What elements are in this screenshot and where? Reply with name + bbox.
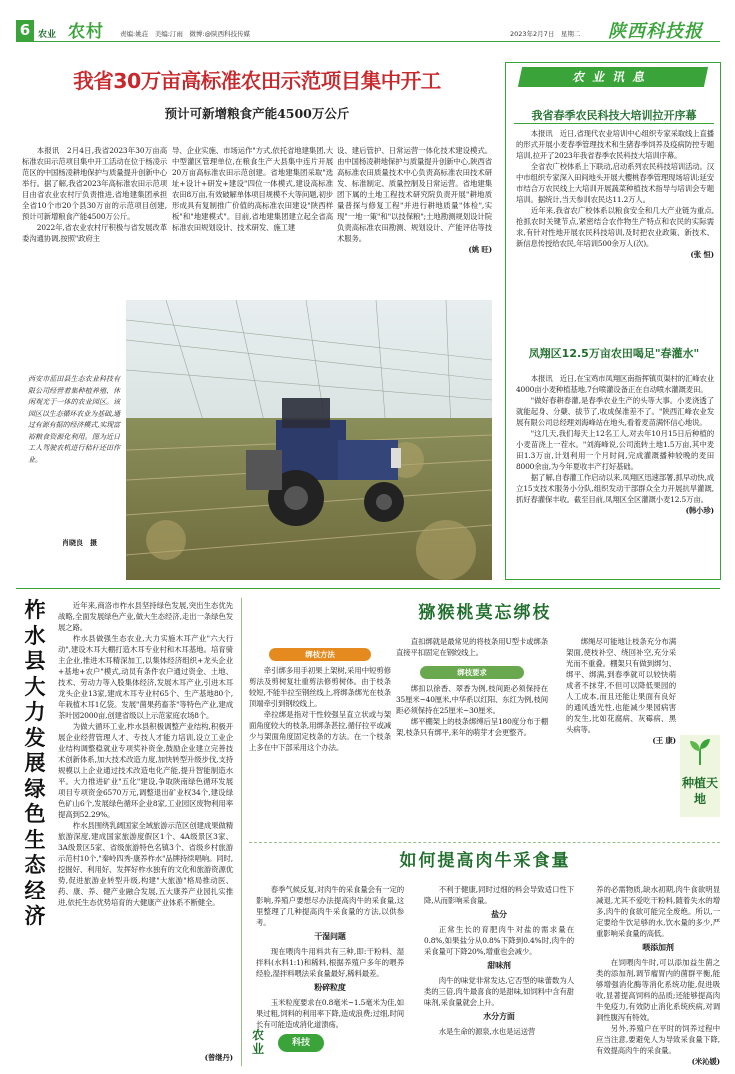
- beef-side-badge: [252, 1026, 340, 1068]
- farm-photo: [126, 300, 492, 580]
- beef-paragraph: 玉米粒度要求在0.8毫米~1.5毫米为佳,如果过粗,饲料的利用率下降,造成浪费;过细,时间长有可能造成消化道溃疡。: [256, 998, 404, 1029]
- zhashui-paragraph: 为做大循环工业,柞水县积极调整产业结构,积极开展企业经营管理人才、专技人才能力培训,设立工业企业结构调整稳就业专项奖补资金,鼓励企业建立完善技术创新体系,加大技术改造力度,加快转型升级步伐,支持规模以上企业通过技术改造电化产能,提升智能制造水平。大力推进矿业"五化"建设,争取陕南绿色循环发展项目专项资金6570万元,调整退出矿业权34个,建设绿色矿山6个,发展绿色循环企业8家,工业园区废物利用率提高到52.29%。: [58, 722, 233, 819]
- beef-subhead: 甜味剂: [487, 961, 511, 970]
- section-rule: [16, 588, 720, 589]
- beef-paragraph: 不利于健康,同时过细的料会导致适口性下降,从而影响采食量。: [424, 885, 574, 905]
- zhashui-title: 柞水县大力发展绿色生态经济: [24, 598, 46, 928]
- photo-caption-box: [22, 300, 124, 580]
- page-number: 6: [16, 20, 34, 41]
- section-big-label: 农村: [68, 22, 104, 42]
- beef-paragraph: 水是生命的源泉,水也是运送营: [438, 1027, 536, 1036]
- news-a2-title: 凤翔区12.5万亩农田喝足"春灌水": [528, 347, 700, 360]
- lead-paragraph: 导、企业实施、市场运作"方式,依托省地建集团,大中型灌区管理单位,在粮食生产大县集中连片开展20万亩高标准农田示范创建。省地建集团采取"选址+设计+研发+建设"四位一体模式,建设高标准农田8万亩,有效破解单体项目规模不大等问题,初步形成具有复制推广价值的高标准农田建设"陕西样板"和"地建模式"。目前,省地建集团建立起全省高标准农田规划设计、技术研发、施工建: [172, 146, 334, 232]
- beef-signature: (米沁媛): [691, 1057, 720, 1066]
- lead-col-2: [172, 145, 333, 293]
- news-header: 农业讯息: [518, 67, 708, 87]
- news-a2-signature: (韩小珍): [685, 506, 714, 515]
- news-paragraph: "这几天,我们每天上12名工人,对去年10月15日后种植的小麦苗浇上一茬水。"刘海峰说,公司流转土地1.5万亩,其中麦田1.3万亩,计划利用一个月时间,完成灌溉播种较晚的麦田8000余亩,为今年夏收丰产打好基础。: [516, 429, 714, 471]
- divider: [249, 842, 720, 843]
- masthead: [0, 0, 735, 44]
- zhashui-signature: (曾继丹): [204, 1053, 233, 1062]
- lead-paragraph: 设、建后管护、日常运营一体化技术建设模式。由中国杨凌耕地保护与质量提升创新中心,陕西省高标准农田质量技术中心负责高标准农田技术研发、标准制定、质量控制及日常运营。省地建集团下属的土地工程技术研究院负责开展"耕地质量普探与修复工程"并进行耕地质量"体检",实现"一地一策"和"以技保粮";土地勘测规划设计院负责高标准农田勘测、规划设计、产能评估等技术服务。: [337, 146, 492, 243]
- kiwi-side-badge: [680, 735, 720, 817]
- news-paragraph: 据了解,自春灌工作启动以来,凤翔区迅速部署,抓早动快,成立15支技术服务小分队,组织发动干部群众全力开展抗旱灌溉,抓好春灌保丰收。截至目前,凤翔区全区灌溉小麦12.5万亩。: [516, 473, 714, 504]
- news-paragraph: 近年来,我省农广校体系以粮食安全和几大产业链为重点,抢抓农时关键节点,紧密结合农作物生产特点和农民的实际需求,有针对性地开展农民科技培训,及时把农业政策、新技术、新信息传授给农民,年培训500余万人(次)。: [516, 206, 714, 248]
- beef-col-1-tail: [340, 1028, 404, 1070]
- beef-paragraph: 另外,养殖户在平时的饲养过程中应当注意,要避免人为导致采食量下降,有效提高肉牛的采食量。: [596, 1024, 720, 1055]
- photo-credit: 肖晓良 摄: [62, 539, 97, 547]
- news-paragraph: 本报讯 近日,省现代农业培训中心组织专家采取线上直播的形式开展小麦春季管理技术和生猪春季饲养及疫病防控专题培训,拉开了2023年我省春季农民科技大培训序幕。: [516, 129, 715, 160]
- kiwi-paragraph: 绑扣以徐香、翠香为例,枝间距必须保持在35厘米~40厘米,中华系以红阳、东红为例,枝间距必须保持在25厘米~30厘米。: [396, 684, 548, 715]
- news-box: [505, 62, 721, 580]
- section-label: 农业: [38, 30, 57, 40]
- beef-col-2: [424, 884, 574, 1068]
- news-paragraph: 本报讯 近日,在宝鸡市凤翔区南指挥镇页渠村的汇峰农业4000亩小麦种植基地,7台喷灌设备正在自动喷水灌溉麦田。: [516, 374, 715, 394]
- beef-paragraph: 现在喂肉牛用料共有三种,即:干粉料、湿拌料(水料1:1)和稀料,根据养殖户多年的喂养经验,湿拌料喂法采食量最好,稀料最差。: [256, 947, 404, 978]
- kiwi-paragraph: 牵拉绑是指对干性较强呈直立状或与架面角度较大的枝条,用绑条甚拉,循仔拉平或减少与架面角度固定枝条的方法。在一个枝条上多在中下部采用这个办法。: [249, 710, 391, 752]
- news-a2-body: [516, 373, 714, 577]
- zhashui-paragraph: 柞水县围绕乳阔国家全域旅游示范区创建成果做精旅游深度,建成国家旅游度假区1个、4A级景区3家、3A级景区5家、省级旅游特色名镇3个、省级乡村旅游示范村10个,"秦岭四秀·康养柞水"品牌持续唱响。同时,挖掘好、利用好、发挥好柞水独有的文化和旅游资源优势,促进旅游业转型升级,构建"大旅游"格局推动医、药、康、养、健产业融合发展,五大康养产业园扎实推进,依托生态优势培育的大健康产业体系不断健全。: [58, 821, 233, 907]
- lead-paragraph: 2022年,省农业农村厅积极与省发展改革委沟通协调,按照"政府主: [22, 223, 167, 243]
- kiwi-paragraph: 牵引绑多用手初果上架树,采用中短剪修剪法及剪树复壮重剪法修剪树体。由于枝条较短,不能半拉至钢丝线上,将绑条绑光在枝条顶端牵引到钢绞线上。: [249, 666, 391, 708]
- masthead-rule: [16, 41, 720, 42]
- beef-paragraph: 肉牛的味觉非常发达,它否型的味蕾数为人类的三倍,肉牛最喜食的是甜味,如饲料中含有甜味剂,采食量就会上升。: [424, 976, 574, 1007]
- beef-subhead: 水分方面: [483, 1012, 515, 1021]
- news-paragraph: 全省农广校体系上下联动,启动系列农民科技培训活动。汉中市组织专家深入田间地头开展大樱桃春季管理现场培训;延安市结合万农民线上大培训开展蔬菜种植技术指导与培训会专题培训。据统计,当天参训农民达11.2万人。: [516, 162, 715, 204]
- beef-subhead: 粉碎粒度: [314, 983, 346, 992]
- beef-side-label-2: 科技: [278, 1034, 324, 1052]
- zhashui-body: [58, 600, 233, 1062]
- kiwi-paragraph: 绑平棚架上的枝条绑缚后呈180度分布于棚架,枝条只有绑平,来年的萌芽才会更整齐。: [396, 717, 548, 737]
- beef-subhead: 盐分: [491, 910, 507, 919]
- beef-paragraph: 正常生长的育肥肉牛对盐的需求量在0.8%,如果盐分从0.8%下降到0.4%时,肉牛的采食量可下降20%,增重也会减少。: [424, 925, 574, 956]
- kiwi-signature: (王 康): [652, 736, 676, 745]
- editors-line: 责编:姚荘 美编:汀雨 微博:@陕西科技传媒: [120, 30, 251, 38]
- plant-icon: [688, 737, 712, 765]
- kiwi-col-3: [566, 636, 676, 836]
- beef-side-label-1: 农业: [252, 1028, 265, 1056]
- news-a1-signature: (张 恒): [690, 250, 714, 259]
- kiwi-col-2: [396, 636, 548, 836]
- beef-subhead: 干湿问题: [314, 932, 346, 941]
- zhashui-paragraph: 近年来,商洛市柞水县坚持绿色发展,突出生态优先战略,全面发展绿色产业,做大生态经济,走出一条绿色发展之路。: [58, 601, 233, 632]
- photo-caption: 西安市蓝田县生态农业科技有限公司经营着集种植养殖、休闲观光于一体的农业园区。该园区以生态循环农业为基础,通过有源有据的经济模式,实现富裕粮食资源化利用。图为近日工人驾驶农机进行秸秆还田作业。: [28, 375, 120, 464]
- lead-col-1: [22, 145, 167, 293]
- kiwi-tab-2: 绑枝要求: [420, 666, 524, 679]
- kiwi-col-1: [249, 640, 391, 838]
- beef-col-3: [596, 884, 720, 1068]
- lead-subtitle: 预计可新增粮食产能4500万公斤: [164, 106, 350, 121]
- beef-paragraph: 在饲喂肉牛时,可以添加益生菌之类的添加剂,调节瘤胃内的菌群平衡,能够增强消化酶等消化系统功能,促进吸收,显著提高饲料的品质;还能够提高肉牛免疫力,有效防止消化系统疾病,对调洞性腹泻有特效。: [596, 958, 720, 1022]
- kiwi-side-label: 种植天地: [682, 776, 719, 806]
- lead-title: 我省30万亩高标准农田示范项目集中开工: [73, 69, 441, 93]
- paper-logo: 陕西科技报: [608, 21, 703, 42]
- lead-signature: (姚 旺): [468, 245, 492, 254]
- beef-col-1: [256, 884, 404, 1029]
- beef-title: 如何提高肉牛采食量: [399, 851, 571, 871]
- divider: [241, 598, 242, 1066]
- date-line: 2023年2月7日 星期二: [510, 30, 581, 38]
- beef-subhead: 喂添加剂: [642, 943, 674, 952]
- kiwi-title: 猕猴桃莫忘绑枝: [418, 603, 552, 623]
- lead-col-3: [337, 145, 492, 293]
- news-paragraph: "做好春耕春灌,是春季农业生产的头等大事。小麦浇透了就能起身、分蘖、拔节了,收成保准差不了。"陕西汇峰农业发展有限公司总经理刘海峰站在地头,看着麦苗满怀信心地说。: [516, 396, 714, 427]
- beef-paragraph: 养的必需物质,缺水初期,肉牛食欲明显减退,尤其不爱吃干粉料,随着失水的增多,肉牛的食欲可能完全废绝。所以,一定要给牛饮足够的水,饮水量的多少,严重影响采食量的高低。: [596, 885, 720, 938]
- kiwi-paragraph: 直扣绑就是最常见的将枝条用U型卡或绑条直接平扣固定在钢绞线上。: [396, 637, 548, 657]
- lead-paragraph: 本报讯 2月4日,我省2023年30万亩高标准农田示范项目集中开工活动在位于杨凌示范区的中国杨凌耕地保护与质量提升创新中心举行。据了解,我省2023年高标准农田示范项目由省农业农村厅负责推进,省地建集团承担全省10个市20个县30万亩的示范项目创建,预计可新增粮食产能4500万公斤。: [22, 146, 167, 221]
- news-a1-title: 我省春季农民科技大培训拉开序幕: [531, 109, 697, 122]
- photo-block: [22, 300, 492, 580]
- zhashui-paragraph: 柞水县做强生态农业,大力实施木耳产业"六大行动",建设木耳大棚打造木耳专业村和木耳基地。培育骑主企业,推进木耳精深加工,以集体经济组织+龙头企业+基地+农户"模式,动员有条件农户通过资金、土地、技术、劳动力等入股集体经济,发展木耳产业,引进木耳龙头企业13家,建成木耳专业村65个、生产基地80个,年栽植木耳1亿袋。发展"菌果药畜茶"等特色产业,建成茶叶园2000亩,创建省级以上示范家庭农场8个。: [58, 634, 233, 720]
- kiwi-paragraph: 绑绳尽可能地让枝条充分布满架面,使枝补空、绕回补空,充分采光而不重叠。棚架只有做到绑匀、绑平、绑满,到春季就可以较快萌成者不抹芽,不但可以降低果园的人工成本,而且还能让果面有良好的通风透光性,也能减少果园病害的发生,比如花腐病、灰霉病、黑头病等。: [566, 637, 676, 734]
- divider: [514, 123, 714, 124]
- kiwi-tab-1: 绑枝方法: [269, 648, 371, 661]
- beef-paragraph: 春季气候反复,对肉牛的采食量会有一定的影响,养殖户要想尽办法提高肉牛的采食量,这里整理了几种提高肉牛采食量的方法,以供参考。: [256, 885, 404, 927]
